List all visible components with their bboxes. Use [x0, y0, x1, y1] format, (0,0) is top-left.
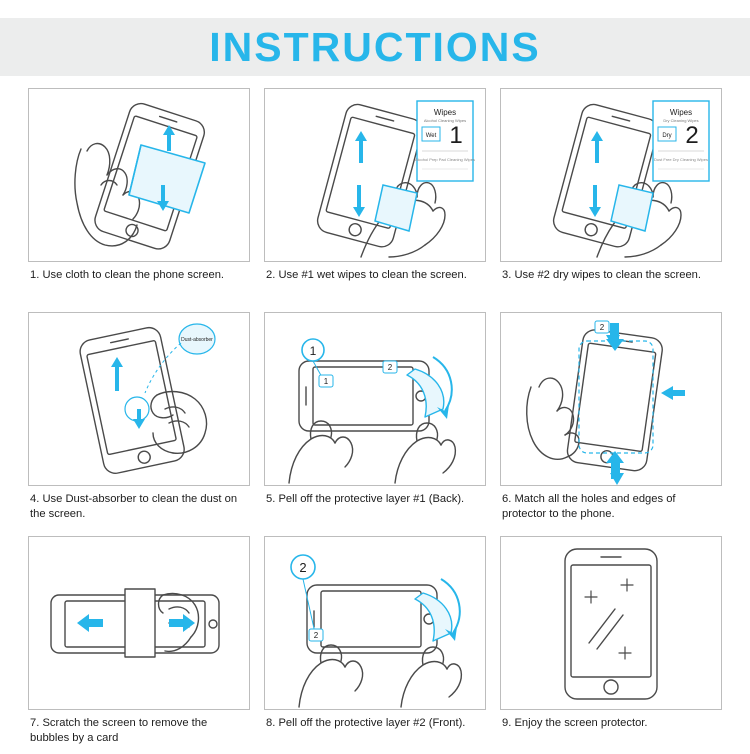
wipes-packet-2 [653, 101, 709, 181]
svg-text:Dust-absorber: Dust-absorber [181, 337, 213, 343]
svg-text:Wet: Wet [425, 133, 437, 139]
svg-text:Wipes: Wipes [669, 108, 693, 117]
svg-text:Dust Free Dry Cleaning Wipes: Dust Free Dry Cleaning Wipes [653, 157, 709, 162]
step-caption-3: 3. Use #2 dry wipes to clean the screen. [502, 269, 701, 281]
step-illustration-7 [28, 536, 250, 710]
svg-text:Alcohol Cleaning Wipes: Alcohol Cleaning Wipes [423, 118, 467, 123]
svg-text:2: 2 [299, 560, 307, 575]
step-caption-9: 9. Enjoy the screen protector. [502, 717, 648, 729]
layer-tag-2-small [309, 629, 323, 641]
svg-text:2: 2 [387, 363, 393, 372]
step-illustration-9 [500, 536, 722, 710]
svg-text:1: 1 [449, 122, 463, 149]
step-cell-5 [264, 312, 486, 530]
svg-text:Dry Cleaning Wipes: Dry Cleaning Wipes [663, 118, 699, 123]
step-cell-4 [28, 312, 250, 530]
svg-text:Alcohol Prep Pad Cleaning Wipe: Alcohol Prep Pad Cleaning Wipes [414, 157, 476, 162]
layer-tag-1-small [319, 375, 333, 387]
layer-tag-2-small [383, 361, 397, 373]
layer-tag-2-circle [291, 555, 315, 633]
step-illustration-2 [264, 88, 486, 262]
step-cell-8 [264, 536, 486, 754]
layer-tag-2 [595, 321, 609, 333]
step-caption-7: 7. Scratch the screen to remove the bubbles by a card [30, 717, 208, 744]
page-title: INSTRUCTIONS [209, 23, 541, 70]
step-illustration-6 [500, 312, 722, 486]
step-illustration-8 [264, 536, 486, 710]
step-caption-2: 2. Use #1 wet wipes to clean the screen. [266, 269, 467, 281]
header-banner [0, 18, 750, 76]
step-cell-9 [500, 536, 722, 754]
svg-text:2: 2 [685, 122, 699, 149]
steps-grid [28, 88, 722, 754]
dust-absorber-sticker [179, 324, 215, 354]
svg-text:1: 1 [323, 377, 329, 386]
step-illustration-4 [28, 312, 250, 486]
svg-text:Dry: Dry [662, 133, 672, 139]
step-cell-2 [264, 88, 486, 306]
svg-text:1: 1 [309, 344, 317, 358]
svg-text:Wipes: Wipes [433, 108, 457, 117]
wipes-packet-1 [415, 101, 475, 181]
step-caption-5: 5. Pell off the protective layer #1 (Back). [266, 493, 465, 505]
step-caption-1: 1. Use cloth to clean the phone screen. [30, 269, 225, 281]
step-illustration-1 [28, 88, 250, 262]
step-cell-3 [500, 88, 722, 306]
step-illustration-3 [500, 88, 722, 262]
step-caption-8: 8. Pell off the protective layer #2 (Front). [266, 717, 466, 729]
step-cell-6 [500, 312, 722, 530]
svg-text:2: 2 [599, 323, 605, 332]
step-cell-7 [28, 536, 250, 754]
svg-text:2: 2 [313, 631, 319, 640]
step-caption-4: 4. Use Dust-absorber to clean the dust on the screen. [30, 493, 238, 520]
step-caption-6: 6. Match all the holes and edges of protector to the phone. [502, 493, 676, 520]
step-cell-1 [28, 88, 250, 306]
step-illustration-5 [264, 312, 486, 486]
